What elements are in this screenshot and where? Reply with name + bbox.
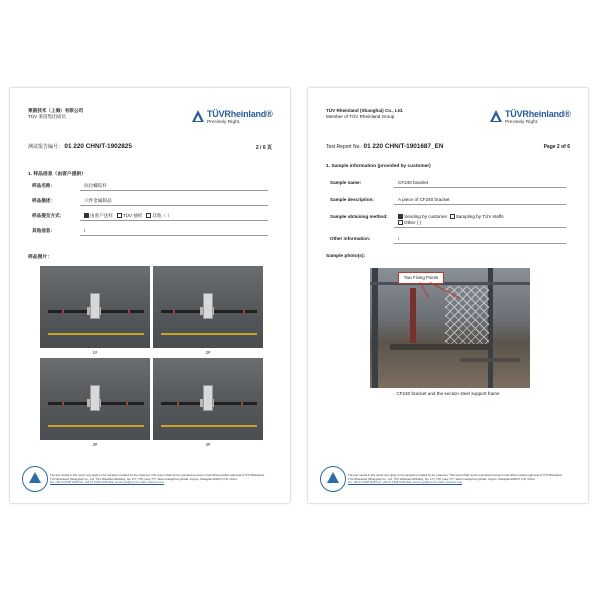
tuv-triangle-icon <box>490 110 502 122</box>
brand-name: TÜVRheinland® <box>505 109 571 119</box>
brand-tagline: Precisely Right. <box>207 120 241 125</box>
organization-name: 莱茵技术（上海）有限公司 <box>28 108 84 113</box>
organization-member: TÜV 莱茵集团成员 <box>28 114 67 119</box>
checkbox-checked <box>398 214 403 219</box>
photo-caption: 2# <box>205 350 211 355</box>
field-key: 样品名称： <box>32 183 55 188</box>
tuv-logo <box>490 108 570 130</box>
option-label: 由客户送样 <box>90 213 113 218</box>
field-value: / <box>84 228 86 233</box>
option-label: Sending by customer <box>404 214 448 219</box>
page-indicator: 2 / 6 页 <box>255 145 272 151</box>
sample-photo <box>153 358 263 440</box>
field-value: / <box>398 236 400 241</box>
checkbox <box>146 213 151 218</box>
footer-disclaimer: The test results in this report only apply to the samples provided by the customer. This report shall not be reproduced except in full without written approval of TÜV Rheinland. <box>348 473 563 477</box>
field-key: Other information: <box>330 236 371 241</box>
section-title: 1. 样品信息（由客户提供） <box>28 172 87 177</box>
brand-tagline: Precisely Right. <box>505 120 539 125</box>
accreditation-seal-icon <box>22 466 48 492</box>
page-footer <box>50 474 282 485</box>
footer-contact[interactable]: Tel: +86 21 6108 1188 Fax: +86 21 6108 1099 Mail: service-gc@tuv.com Web: www.tuv.com <box>348 480 463 485</box>
checkbox <box>117 213 122 218</box>
field-key: 样品提交方式： <box>32 213 65 218</box>
field-row <box>32 181 268 191</box>
field-key: 样品描述： <box>32 198 55 203</box>
photo-annotation-label: Two Fixing Points <box>398 272 444 284</box>
sample-photo <box>40 358 150 440</box>
field-row <box>330 234 566 244</box>
accreditation-seal-icon <box>320 466 346 492</box>
field-row <box>330 212 566 228</box>
brand-name: TÜVRheinland® <box>207 109 273 119</box>
photo-caption: 3# <box>92 442 98 447</box>
field-key: Sample obtaining method: <box>330 214 388 219</box>
organization-header <box>28 108 83 120</box>
option-group <box>398 214 504 226</box>
photo-section-title: 样品照片： <box>28 255 52 260</box>
field-value: CF240 bracket <box>398 180 429 185</box>
photo-caption: 4# <box>205 442 211 447</box>
field-row <box>32 211 268 221</box>
organization-member: Member of TÜV Rheinland Group <box>326 114 395 119</box>
sample-site-photo <box>370 268 530 388</box>
field-key: 其他信息： <box>32 228 55 233</box>
photo-caption: 1# <box>92 350 98 355</box>
report-label: Test Report No.: <box>326 144 363 150</box>
page-footer <box>348 474 580 485</box>
report-number: 01 220 CHN/T-1902825 <box>64 143 132 150</box>
checkbox <box>398 220 403 225</box>
option-label: TÜV 抽样 <box>122 213 143 218</box>
footer-address: TÜV Rheinland (Shanghai) Co., Ltd. TÜV Rheinland Building, No. 177, 178, Lane 777, West Guangzhong Road, Jing'an, Shanghai 200072, P.R. China <box>50 476 237 481</box>
tuv-triangle-icon <box>192 110 204 122</box>
checkbox <box>450 214 455 219</box>
option-label: Other ( ) <box>404 220 422 225</box>
organization-header <box>326 108 403 120</box>
field-row <box>32 196 268 206</box>
photo-caption: CF240 bracket and the section steel support frame <box>396 391 500 396</box>
report-label: 测试报告编号： <box>28 144 64 150</box>
field-key: Sample name: <box>330 180 362 185</box>
field-value: A piece of CF240 bracket <box>398 197 450 202</box>
footer-contact[interactable]: Tel: +86 21 6108 1188 Fax: +86 21 6108 1099 Mail: service-gc@tuv.com Web: www.tuv.com <box>50 480 165 485</box>
field-key: Sample description: <box>330 197 374 202</box>
footer-address: TÜV Rheinland (Shanghai) Co., Ltd. TÜV Rheinland Building, No. 177, 178, Lane 777, West Guangzhong Road, Jing'an, Shanghai 200072, P.R. China <box>348 476 535 481</box>
report-page-english <box>308 88 588 503</box>
field-row <box>330 195 566 205</box>
report-number-line <box>326 143 570 150</box>
field-value: 抗拉螺纹杆 <box>84 183 107 188</box>
option-group <box>84 213 172 219</box>
field-row <box>32 226 268 236</box>
page-indicator: Page 2 of 6 <box>543 144 570 150</box>
organization-name: TÜV Rheinland (Shanghai) Co., Ltd. <box>326 108 404 113</box>
report-page-chinese <box>10 88 290 503</box>
option-label: Sampling by TÜV staffs <box>455 214 504 219</box>
sample-photo <box>40 266 150 348</box>
report-number: 01 220 CHN/T-1901687_EN <box>363 143 444 150</box>
tuv-logo <box>192 108 272 130</box>
footer-disclaimer: The test results in this report only apply to the samples provided by the customer. This report shall not be reproduced except in full without written approval of TÜV Rheinland. <box>50 473 265 477</box>
section-title: 1. Sample information (provided by customer) <box>326 164 431 169</box>
report-number-line <box>28 143 272 150</box>
photo-section-title: Sample photo(s): <box>326 254 366 259</box>
sample-photo <box>153 266 263 348</box>
field-value: 六件金属制品 <box>84 198 112 203</box>
checkbox-checked <box>84 213 89 218</box>
field-row <box>330 178 566 188</box>
option-label: 其他（ ） <box>152 213 172 218</box>
